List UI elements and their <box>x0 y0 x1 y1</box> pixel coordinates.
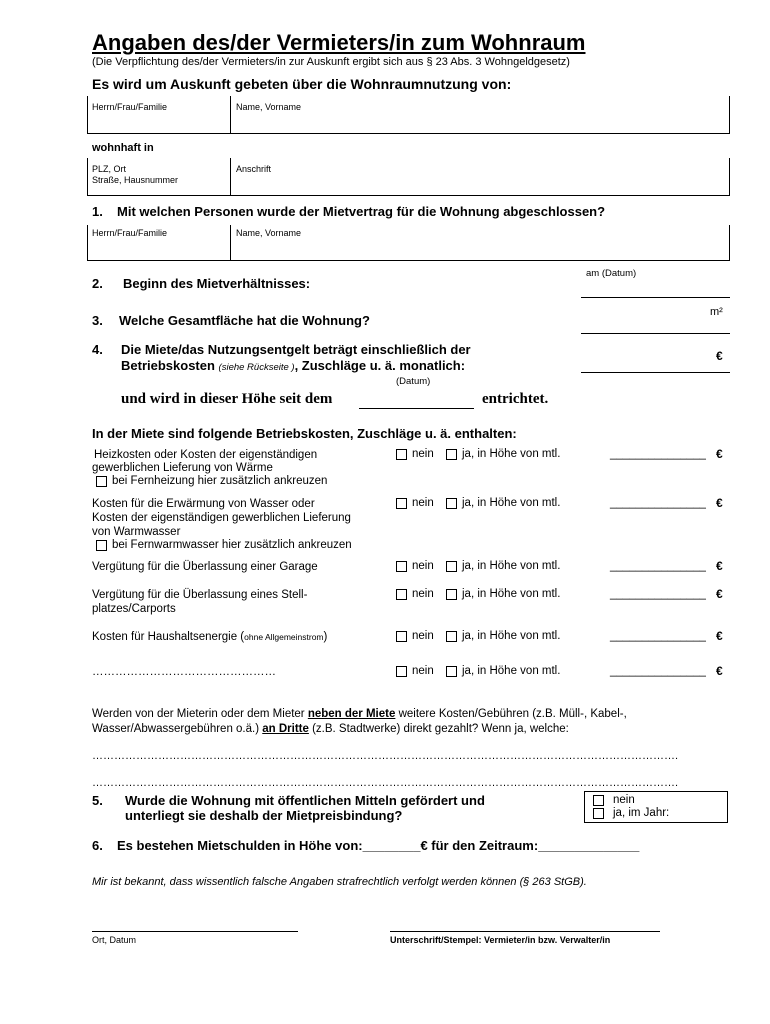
heating-yes-checkbox[interactable] <box>446 449 457 460</box>
extra-costs-answer-line2[interactable]: ……………………………………………………………………………………………………………………………………………. <box>92 777 679 789</box>
energy-no-checkbox[interactable] <box>396 631 407 642</box>
signature-label: Unterschrift/Stempel: Vermieter/in bzw. Verwalter/in <box>390 935 611 945</box>
q1-name-label: Name, Vorname <box>236 228 302 238</box>
declaration-text: Mir ist bekannt, dass wissentlich falsche Angaben strafrechtlich verfolgt werden können (§ 263 StGB). <box>92 876 587 888</box>
street-label: Straße, Hausnummer <box>92 175 179 185</box>
q3-text: Welche Gesamtfläche hat die Wohnung? <box>119 313 370 328</box>
heating-no-checkbox[interactable] <box>396 449 407 460</box>
q2-text: Beginn des Mietverhältnisses: <box>123 276 311 291</box>
other-no-checkbox[interactable] <box>396 666 407 677</box>
parking-amount-field[interactable]: _______________ <box>610 588 706 600</box>
q3-area-field[interactable] <box>581 333 730 334</box>
q4-line1: Die Miete/das Nutzungsentgelt beträgt einschließlich der <box>121 342 471 357</box>
intro-heading: Es wird um Auskunft gebeten über die Wohnraumnutzung von: <box>92 76 512 92</box>
extra-costs-answer-line1[interactable]: ……………………………………………………………………………………………………………………………………………. <box>92 750 679 762</box>
q4-paid-text: entrichtet. <box>482 391 549 407</box>
q5-number: 5. <box>92 793 103 808</box>
q4-since-text: und wird in dieser Höhe seit dem <box>121 391 333 407</box>
signature-field[interactable] <box>390 931 660 932</box>
q5-line1: Wurde die Wohnung mit öffentlichen Mitteln gefördert und <box>125 793 485 808</box>
extra-costs-line1: Werden von der Mieterin oder dem Mieter neben der Miete weitere Kosten/Gebühren (z.B. Müll-, Kabel-, <box>92 708 627 720</box>
place-date-label: Ort, Datum <box>92 935 137 945</box>
q6-amount-field[interactable]: ________ <box>362 838 421 853</box>
q5-no-checkbox[interactable] <box>593 795 604 806</box>
q4-date-label: (Datum) <box>396 376 431 387</box>
parking-no-checkbox[interactable] <box>396 589 407 600</box>
other-yes-checkbox[interactable] <box>446 666 457 677</box>
q4-since-date-field[interactable] <box>359 408 474 409</box>
q4-line2: Betriebskosten (siehe Rückseite ), Zuschläge u. ä. monatlich: <box>121 358 466 373</box>
q6-text: Es bestehen Mietschulden in Höhe von:________€ für den Zeitraum:______________ <box>117 838 640 853</box>
parking-yes-checkbox[interactable] <box>446 589 457 600</box>
q1-text: Mit welchen Personen wurde der Mietvertrag für die Wohnung abgeschlossen? <box>117 204 606 219</box>
hot-water-yes-checkbox[interactable] <box>446 498 457 509</box>
q5-yes-checkbox[interactable] <box>593 808 604 819</box>
q6-period-field[interactable]: ______________ <box>538 838 640 853</box>
q6-number: 6. <box>92 838 103 853</box>
salutation-label: Herrn/Frau/Familie <box>92 102 168 112</box>
hot-water-no-checkbox[interactable] <box>396 498 407 509</box>
q3-number: 3. <box>92 313 103 328</box>
form-subtitle: (Die Verpflichtung des/der Vermieters/in zur Auskunft ergibt sich aus § 23 Abs. 3 Wohngeldgesetz) <box>92 56 570 68</box>
costs-heading: In der Miete sind folgende Betriebskosten, Zuschläge u. ä. enthalten: <box>92 426 517 441</box>
q4-number: 4. <box>92 342 103 357</box>
q5-line2: unterliegt sie deshalb der Mietpreisbindung? <box>125 808 403 823</box>
other-cost-field[interactable]: ………………………………………… <box>92 666 276 678</box>
q3-unit: m² <box>710 306 723 318</box>
district-hot-water-checkbox[interactable] <box>96 540 107 551</box>
heating-amount-field[interactable]: _______________ <box>610 448 706 460</box>
q2-number: 2. <box>92 276 103 291</box>
energy-amount-field[interactable]: _______________ <box>610 630 706 642</box>
q2-date-label: am (Datum) <box>586 268 637 279</box>
q4-euro: € <box>716 349 723 363</box>
address-label: Anschrift <box>236 164 272 174</box>
q1-number: 1. <box>92 204 103 219</box>
name-label: Name, Vorname <box>236 102 302 112</box>
hot-water-amount-field[interactable]: _______________ <box>610 497 706 509</box>
plz-label: PLZ, Ort <box>92 164 127 174</box>
place-date-field[interactable] <box>92 931 298 932</box>
garage-yes-checkbox[interactable] <box>446 561 457 572</box>
district-heating-checkbox[interactable] <box>96 476 107 487</box>
form-title: Angaben des/der Vermieters/in zum Wohnraum <box>92 30 586 55</box>
resident-heading: wohnhaft in <box>92 142 154 154</box>
other-amount-field[interactable]: _______________ <box>610 665 706 677</box>
q4-rent-field[interactable] <box>581 372 730 373</box>
garage-amount-field[interactable]: _______________ <box>610 560 706 572</box>
q1-salutation-label: Herrn/Frau/Familie <box>92 228 168 238</box>
garage-no-checkbox[interactable] <box>396 561 407 572</box>
q2-date-field[interactable] <box>581 297 730 298</box>
extra-costs-line2: Wasser/Abwassergebühren o.ä.) an Dritte (z.B. Stadtwerke) direkt gezahlt? Wenn ja, welche: <box>92 723 569 735</box>
energy-yes-checkbox[interactable] <box>446 631 457 642</box>
